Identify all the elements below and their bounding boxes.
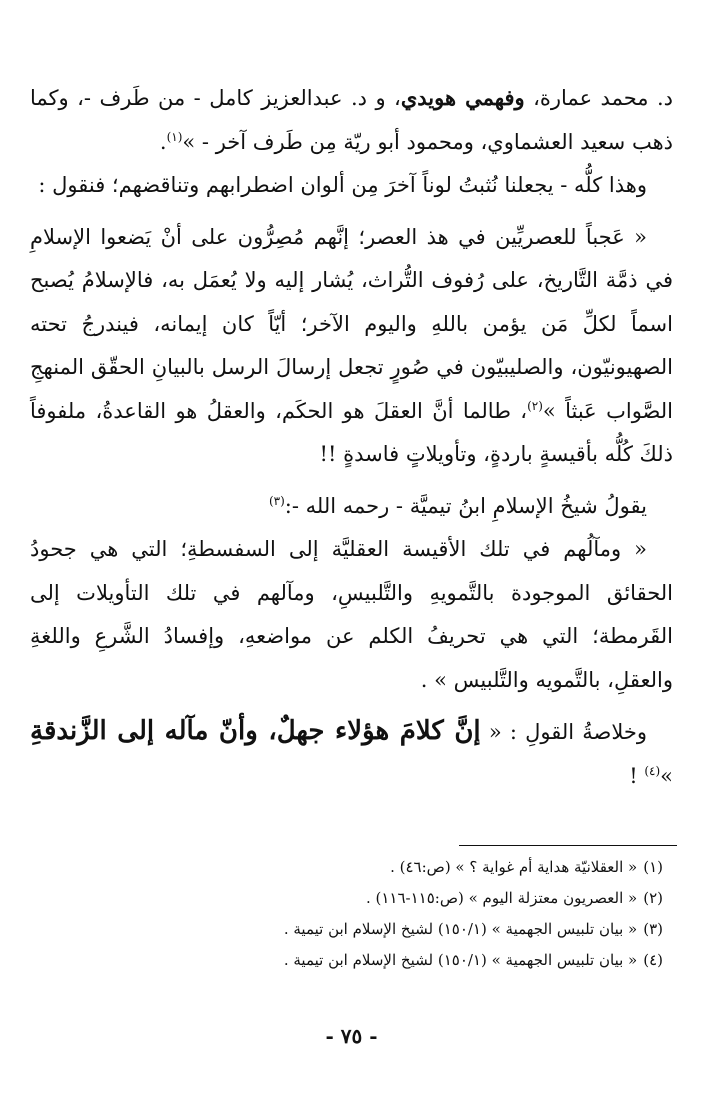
paragraph-5: « ومآلُهم في تلك الأقيسة العقليَّة إلى السفسطةِ؛ التي هي جحودُ الحقائق الموجودة بالتَّمويهِ والتَّلبيسِ، ومآلهم في تلك التأويلات إلى القَرمطة؛ التي هي تحريفُ الكلم عن مواضعهِ، وإفسادُ الشَّرعِ واللغةِ والعقلِ، بالتَّمويه والتَّلبيس » . [30,537,673,692]
paragraph-4-text: يقولُ شيخُ الإسلامِ ابنُ تيميَّة - رحمه الله -: [284,493,647,518]
footnote-4 [40,945,663,976]
paragraph-6-text: وخلاصةُ القولِ : « [480,720,647,744]
paragraph-3-text-cont: ، طالما أنَّ العقلَ هو الحكَم، والعقلُ هو القاعدةُ، ملفوفاً ذلكَ كُلُّه بأقيسةٍ باردةٍ، وتأويلاتٍ فاسدةٍ !! [30,398,673,466]
paragraph-6-bold-quote: إنَّ كلامَ هؤلاء جهلٌ، وأنّ مآله إلى الزَّندقةِ [30,716,481,746]
footnote-ref-3[interactable]: (٣) [268,493,285,508]
footnote-number: (١) [643,858,663,876]
footnote-number: (٢) [643,889,663,907]
paragraph-1-text: د. محمد عمارة، [524,86,674,110]
page-number: - ٧٥ - [325,1024,378,1048]
paragraph-6 [30,710,673,798]
footnote-text: « العصريون معتزلة اليوم » (ص:١١٥-١١٦) . [365,889,638,907]
footnote-text: « بيان تلبيس الجهمية » (١٥٠/١) لشيخ الإسلام ابن تيمية . [283,920,638,938]
paragraph-1-bold-name: وفهمي هويدي [400,85,525,110]
footnote-2 [40,883,663,914]
main-text [30,76,673,798]
footnote-1 [40,852,663,883]
footnote-ref-4[interactable]: (٤) [644,763,661,778]
footnote-ref-2[interactable]: (٢) [527,398,543,413]
paragraph-4 [30,485,673,529]
footnote-3 [40,914,663,945]
paragraph-6-end: ! [629,763,645,788]
paragraph-6-quote-close: » [660,763,673,788]
paragraph-1 [30,76,673,164]
footnotes [40,852,663,976]
paragraph-1-text-cont: ، و د. عبدالعزيز كامل - من طَرف -، وكما ذهب سعيد العشماوي، ومحمود أبو ريّة مِن طَرف آخر - » [30,86,673,154]
footnote-text: « بيان تلبيس الجهمية » (١٥٠/١) لشيخ الإسلام ابن تيمية . [283,951,638,969]
paragraph-3-quote: « عَجباً للعصريِّين في هذ العصر؛ إنَّهم مُصِرُّون على أنْ يَضعوا الإسلامِ في ذمَّة التَّاريخ، على رُفوف التُّراث، يُشار إليه ولا يُعمَل به، فالإسلامُ يُصبح اسماً لكلِّ مَن يؤمن باللهِ واليوم الآخر؛ أيّاً كان إيمانه، فيندرجُ تحته الصهيونيّون، والصليبيّون في صُورٍ تجعل إرسالَ الرسل بالبيانِ الحقّق المنهجِ الصَّواب عَبثاً » [30,224,673,423]
footnote-number: (٤) [643,951,663,969]
paragraph-1-end: . [159,129,167,154]
footnote-text: « العقلانيّة هداية أم غواية ؟ » (ص:٤٦) . [390,858,638,876]
footnote-ref-1[interactable]: (١) [166,129,183,144]
paragraph-2: وهذا كلُّه - يجعلنا نُثبتُ لوناً آخرَ مِن ألوان اضطرابهم وتناقضهم؛ فنقول : [38,173,647,197]
footnote-number: (٣) [643,920,663,938]
footnote-divider [459,845,677,846]
paragraph-3 [30,216,673,477]
